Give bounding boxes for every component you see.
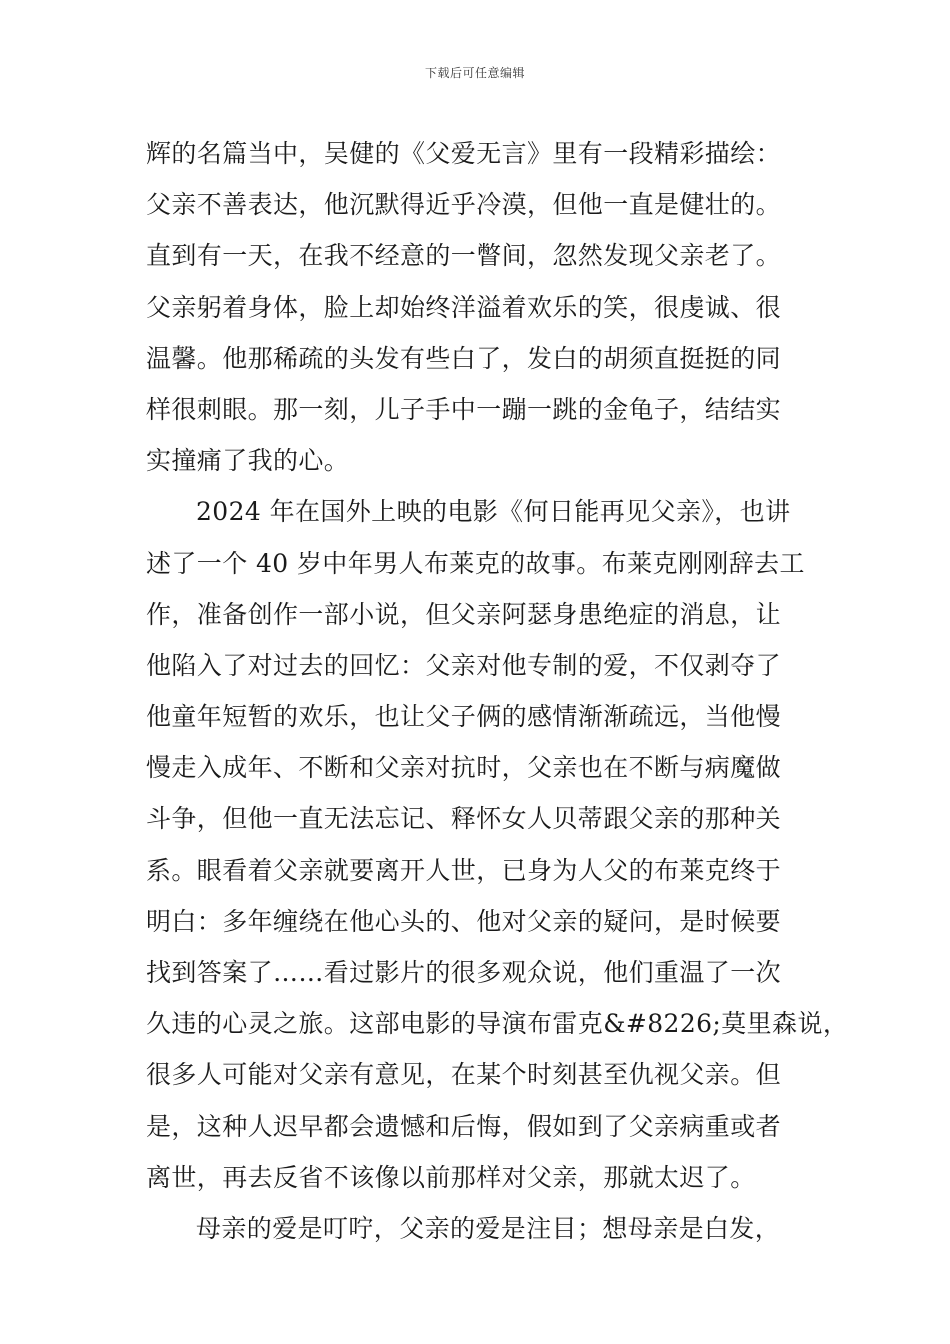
body-text (146, 128, 849, 1254)
text-line: 他童年短暂的欢乐，也让父子俩的感情渐渐疏远，当他慢 (146, 702, 782, 732)
text-line: 父亲不善表达，他沉默得近乎冷漠，但他一直是健壮的。 (146, 190, 782, 220)
text-line: 样很刺眼。那一刻，儿子手中一蹦一跳的金龟子，结结实 (146, 394, 782, 424)
text-line: 斗争，但他一直无法忘记、释怀女人贝蒂跟父亲的那种关 (146, 804, 782, 834)
text-line: 温馨。他那稀疏的头发有些白了，发白的胡须直挺挺的同 (146, 343, 782, 373)
text-line: 很多人可能对父亲有意见，在某个时刻甚至仇视父亲。但 (146, 1060, 782, 1090)
text-line: 找到答案了……看过影片的很多观众说，他们重温了一次 (146, 958, 782, 987)
text-line: 他陷入了对过去的回忆：父亲对他专制的爱，不仅剥夺了 (146, 650, 782, 680)
text-line: 述了一个 40 岁中年男人布莱克的故事。布莱克刚刚辞去工 (146, 548, 805, 578)
text-line: 系。眼看着父亲就要离开人世，已身为人父的布莱克终于 (146, 855, 782, 885)
paragraph-start-line: 2024 年在国外上映的电影《何日能再见父亲》，也讲 (196, 497, 791, 527)
paragraph-start-line: 母亲的爱是叮咛，父亲的爱是注目；想母亲是白发， (196, 1213, 781, 1243)
text-line: 作，准备创作一部小说，但父亲阿瑟身患绝症的消息，让 (146, 599, 782, 629)
text-line: 明白：多年缠绕在他心头的、他对父亲的疑问，是时候要 (146, 906, 782, 936)
text-line: 离世，再去反省不该像以前那样对父亲，那就太迟了。 (146, 1162, 756, 1192)
text-line: 实撞痛了我的心。 (146, 446, 350, 476)
page-header: 下载后可任意编辑 (424, 66, 525, 80)
text-line: 是，这种人迟早都会遗憾和后悔，假如到了父亲病重或者 (146, 1111, 782, 1141)
text-line: 直到有一天，在我不经意的一瞥间，忽然发现父亲老了。 (146, 241, 782, 271)
text-line: 慢走入成年、不断和父亲对抗时，父亲也在不断与病魔做 (146, 753, 782, 783)
text-line: 辉的名篇当中，吴健的《父爱无言》里有一段精彩描绘： (146, 139, 782, 168)
text-line: 久违的心灵之旅。这部电影的导演布雷克&#8226;莫里森说， (146, 1009, 849, 1039)
text-line: 父亲躬着身体，脸上却始终洋溢着欢乐的笑，很虔诚、很 (146, 292, 782, 322)
